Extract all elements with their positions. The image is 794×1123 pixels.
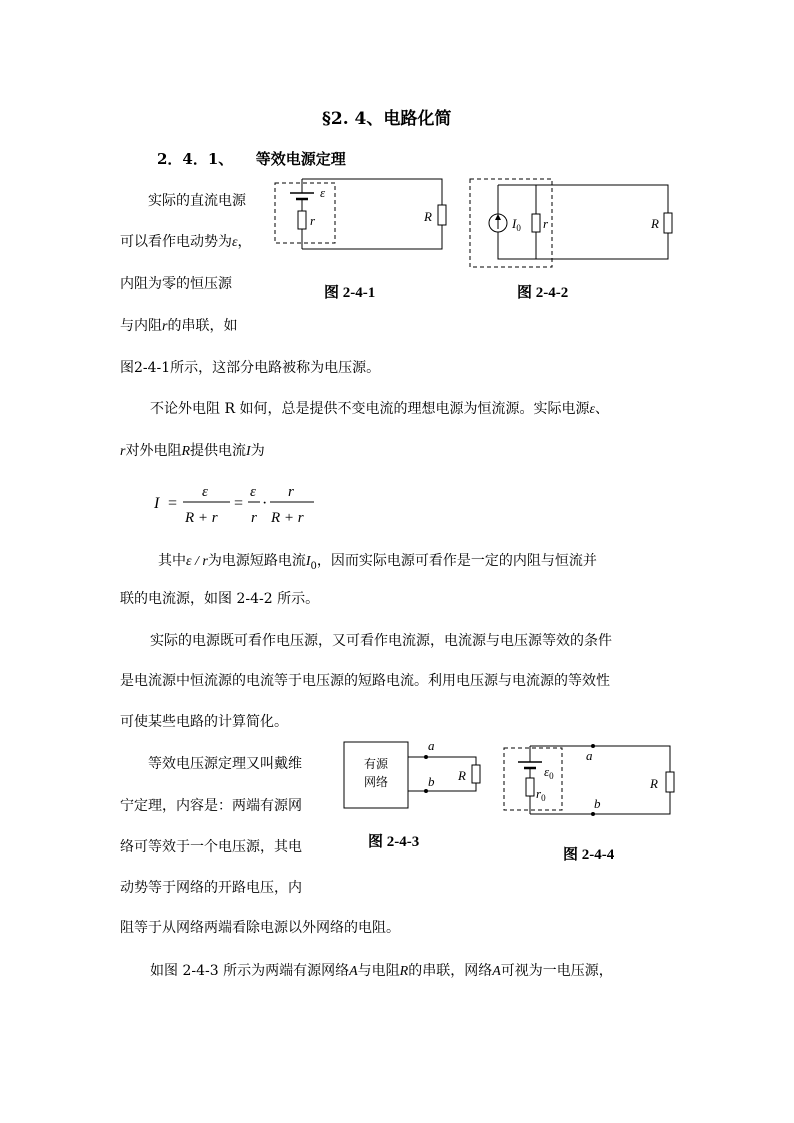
fig3-resistor-R (472, 765, 480, 783)
fig3-R-label: R (458, 768, 466, 783)
fig1-resistor-R (438, 205, 446, 225)
para1-line4-text: 与内阻 (120, 318, 162, 334)
para1-line2-comma: ， (237, 234, 252, 250)
formula-num2: ε (250, 484, 256, 500)
page-title: §2. 4、电路化简 (322, 109, 452, 129)
para2-line2 (120, 440, 265, 460)
figure-2-4-3 (340, 736, 490, 816)
fig3-box-line1: 有源 (364, 757, 389, 771)
para6-text2: 与电阻 (357, 963, 400, 979)
fig4-eps-label (544, 764, 554, 781)
para4-line3: 可使某些电路的计算简化。 (120, 714, 288, 730)
fig1-caption: 图 2-4-1 (324, 285, 376, 301)
para1-line5: 图2-4-1所示，这部分电路被称为电压源。 (120, 360, 381, 376)
fig4-eps: ε (544, 764, 550, 779)
formula-eq1: = (168, 495, 178, 512)
section-heading: 2．4．1、 等效电源定理 (157, 150, 346, 168)
fig4-node-b (591, 812, 595, 816)
formula-current (150, 478, 330, 530)
fig1-eps-label: ε (320, 185, 326, 200)
para3-line1-text3: ，因而实际电源可看作是一定的内阻与恒流并 (316, 553, 597, 569)
symbol-r: r (162, 319, 168, 334)
para5-line4: 动势等于网络的开路电压，内 (120, 880, 302, 896)
fig2-I-label: I (512, 216, 517, 231)
para6-text3: 的串联，网络 (408, 963, 493, 979)
fig4-r0-label (536, 786, 546, 803)
fig2-caption: 图 2-4-2 (517, 285, 569, 301)
para1-line1: 实际的直流电源 (148, 193, 246, 209)
formula-dot: · (262, 495, 268, 512)
symbol-r-2: r (120, 444, 126, 459)
formula-eq2: = (234, 495, 244, 512)
para4-line1: 实际的电源既可看作电压源，又可看作电流源，电流源与电压源等效的条件 (150, 633, 612, 649)
fig4-caption: 图 2-4-4 (563, 847, 615, 863)
symbol-A: A (349, 964, 358, 979)
symbol-R-2: R (181, 444, 191, 459)
fig2-resistor-r (532, 214, 540, 232)
para2-line1 (150, 398, 609, 418)
fig3-node-a (424, 755, 428, 759)
para6-text4: 可视为一电压源， (500, 963, 613, 979)
fig3-box-line2: 网络 (364, 775, 389, 789)
formula-num1: ε (202, 484, 208, 500)
symbol-R-6: R (399, 964, 409, 979)
fig1-R-label: R (424, 209, 432, 224)
fig2-R-label: R (651, 216, 659, 231)
para2-line1-text: 不论外电阻 R 如何，总是提供不变电流的理想电源为恒流源。实际电源 (150, 401, 590, 417)
symbol-A-2: A (492, 964, 501, 979)
fig2-wire (498, 185, 668, 259)
figure-2-4-4 (500, 740, 680, 820)
symbol-I0: I (305, 554, 311, 569)
fig3-node-b (424, 789, 428, 793)
para6-line1 (150, 960, 613, 980)
fig1-r-label: r (310, 213, 316, 228)
para1-line3: 内阻为零的恒压源 (120, 276, 232, 292)
fig4-R-label: R (650, 776, 658, 791)
para3-line1-text2: 为电源短路电流 (207, 553, 306, 569)
fig1-resistor-r (298, 211, 306, 229)
para1-line2 (120, 231, 252, 251)
para2-line1-end: 、 (594, 401, 609, 417)
fig4-a-label: a (586, 748, 593, 763)
symbol-I0-sub: 0 (310, 560, 317, 572)
para5-line5: 阻等于从网络两端看除电源以外网络的电阻。 (120, 920, 400, 936)
fig2-resistor-R (664, 213, 672, 233)
fig2-I-sub: 0 (516, 223, 521, 233)
symbol-eps: ε (232, 235, 238, 250)
symbol-I: I (246, 444, 251, 459)
fig2-I0-label (511, 216, 521, 233)
fig4-r-sub: 0 (541, 793, 546, 803)
para5-line3: 络可等效于一个电压源，其电 (120, 839, 302, 855)
para6-text1: 如图 2-4-3 所示为两端有源网络 (150, 963, 350, 979)
fig3-b-label: b (428, 774, 435, 789)
fig4-resistor-R (666, 772, 674, 792)
fig3-a-label: a (428, 738, 435, 753)
fig4-b-label: b (594, 796, 601, 811)
formula-den3: R + r (271, 510, 304, 526)
para1-line2-text: 可以看作电动势为 (120, 234, 232, 250)
symbol-eps-over-r: ε / r (186, 554, 208, 569)
fig4-r: r (536, 786, 542, 801)
formula-num3: r (288, 484, 294, 500)
formula-I: I (154, 495, 160, 512)
fig4-eps-sub: 0 (549, 771, 554, 781)
para1-line4-rest: 的串联，如 (167, 318, 238, 334)
para2-line2-end: 为 (250, 443, 265, 459)
para3-line1 (158, 550, 597, 572)
figure-2-4-2 (468, 177, 678, 272)
para5-line1: 等效电压源定理又叫戴维 (148, 756, 302, 772)
formula-den2: r (251, 510, 257, 526)
fig4-resistor-r0 (526, 778, 534, 796)
para3-line2: 联的电流源，如图 2-4-2 所示。 (120, 591, 320, 607)
para3-line1-text: 其中 (158, 553, 186, 569)
symbol-eps-2: ε (589, 402, 595, 417)
fig3-caption: 图 2-4-3 (368, 834, 420, 850)
fig2-r-label: r (543, 216, 549, 231)
figure-2-4-1 (270, 175, 450, 255)
formula-den1: R + r (185, 510, 218, 526)
para2-line2-text: 对外电阻 (125, 443, 182, 459)
para1-line4 (120, 315, 237, 335)
para4-line2: 是电流源中恒流源的电流等于电压源的短路电流。利用电压源与电流源的等效性 (120, 673, 610, 689)
para2-line2-text2: 提供电流 (190, 443, 247, 459)
para5-line2: 宁定理，内容是：两端有源网 (120, 798, 302, 814)
